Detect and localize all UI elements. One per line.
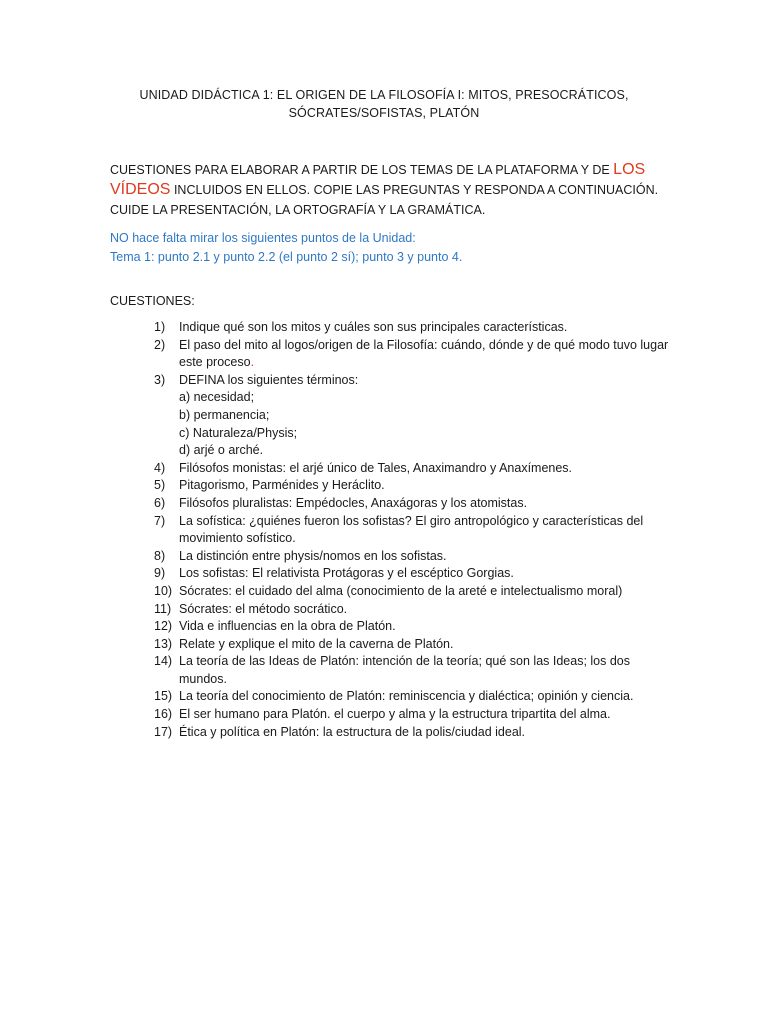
question-text: Relate y explique el mito de la caverna de Platón. — [179, 636, 454, 651]
question-text-block — [179, 636, 669, 654]
question-text: La teoría de las Ideas de Platón: intención de la teoría; qué son las Ideas; los dos mundos. — [179, 654, 630, 686]
question-item — [0, 548, 768, 566]
question-subitem: a) necesidad; — [179, 390, 255, 405]
question-text: Pitagorismo, Parménides y Heráclito. — [179, 478, 385, 493]
question-item — [0, 565, 768, 583]
question-item — [0, 706, 768, 724]
question-subitem: b) permanencia; — [179, 407, 270, 422]
question-number: 12) — [154, 619, 173, 634]
question-text-block — [179, 583, 669, 601]
question-number: 5) — [154, 478, 166, 493]
question-number: 17) — [154, 724, 173, 739]
question-number: 7) — [154, 513, 166, 528]
question-text: Ética y política en Platón: la estructura de la polis/ciudad ideal. — [179, 724, 526, 739]
question-text: Vida e influencias en la obra de Platón. — [179, 619, 396, 634]
question-number: 3) — [154, 372, 166, 387]
question-item — [0, 636, 768, 654]
question-text-block — [179, 688, 669, 706]
question-text: El paso del mito al logos/origen de la Filosofía: cuándo, dónde y de qué modo tuvo lugar este proceso — [179, 337, 669, 370]
question-text-block — [179, 319, 669, 337]
question-text: Filósofos pluralistas: Empédocles, Anaxágoras y los atomistas. — [179, 495, 528, 510]
question-item — [0, 583, 768, 601]
question-text: Filósofos monistas: el arjé único de Tales, Anaximandro y Anaxímenes. — [179, 460, 573, 475]
question-list — [0, 319, 768, 741]
question-text: DEFINA los siguientes términos: — [179, 372, 359, 387]
question-text-block — [179, 477, 669, 495]
question-item — [0, 513, 768, 548]
question-text-block — [179, 565, 669, 583]
question-number: 14) — [154, 654, 173, 669]
question-text-block — [179, 460, 669, 478]
document-title — [0, 86, 768, 122]
question-text: El ser humano para Platón. el cuerpo y alma y la estructura tripartita del alma. — [179, 707, 611, 722]
question-item — [0, 495, 768, 513]
note-line-1: NO hace falta mirar los siguientes puntos de la Unidad: — [110, 231, 416, 245]
question-item — [0, 618, 768, 636]
question-item — [0, 724, 768, 742]
question-text-block — [179, 653, 669, 688]
question-number: 10) — [154, 583, 173, 598]
question-text: Los sofistas: El relativista Protágoras y el escéptico Gorgias. — [179, 566, 514, 581]
question-item — [0, 653, 768, 688]
question-item — [0, 477, 768, 495]
intro-text-2: INCLUIDOS EN ELLOS. COPIE LAS PREGUNTAS Y RESPONDA A CONTINUACIÓN. CUIDE LA PRESENTACIÓN, LA ORTOGRAFÍA Y LA GRAMÁTICA. — [110, 183, 659, 217]
question-number: 11) — [154, 601, 172, 616]
question-number: 2) — [154, 337, 166, 352]
question-number: 15) — [154, 689, 173, 704]
question-item — [0, 319, 768, 337]
question-text: Sócrates: el cuidado del alma (conocimiento de la areté e intelectualismo moral) — [179, 583, 623, 598]
question-text: Sócrates: el método socrático. — [179, 601, 348, 616]
question-text-block — [179, 601, 669, 619]
title-line-1: UNIDAD DIDÁCTICA 1: EL ORIGEN DE LA FILOSOFÍA I: MITOS, PRESOCRÁTICOS, — [139, 88, 629, 102]
question-text-block — [179, 548, 669, 566]
title-line-2: SÓCRATES/SOFISTAS, PLATÓN — [288, 106, 480, 120]
question-text-block — [179, 337, 669, 372]
intro-text-1: CUESTIONES PARA ELABORAR A PARTIR DE LOS TEMAS DE LA PLATAFORMA Y DE — [110, 163, 614, 177]
question-text-block — [179, 706, 669, 724]
question-item — [0, 460, 768, 478]
question-text-block — [179, 724, 669, 742]
question-number: 4) — [154, 460, 166, 475]
question-text-block — [179, 513, 669, 548]
question-number: 6) — [154, 495, 166, 510]
question-subitem: c) Naturaleza/Physis; — [179, 425, 298, 440]
question-number: 8) — [154, 548, 166, 563]
cuestiones-heading: CUESTIONES: — [110, 294, 195, 308]
question-text: Indique qué son los mitos y cuáles son sus principales características. — [179, 320, 568, 334]
question-text-block — [179, 495, 669, 513]
question-item — [0, 372, 768, 460]
note-paragraph — [110, 229, 670, 267]
intro-paragraph — [110, 160, 670, 220]
intro-highlight: LOS VÍDEOS — [110, 161, 646, 198]
question-text: La teoría del conocimiento de Platón: reminiscencia y dialéctica; opinión y ciencia. — [179, 689, 634, 704]
question-number: 13) — [154, 636, 173, 651]
question-suffix: . — [250, 355, 255, 370]
question-number: 16) — [154, 707, 173, 722]
question-number: 9) — [154, 566, 166, 581]
question-text: La distinción entre physis/nomos en los sofistas. — [179, 548, 447, 563]
question-item — [0, 688, 768, 706]
question-text: La sofística: ¿quiénes fueron los sofistas? El giro antropológico y características del movimiento sofístico. — [179, 513, 644, 546]
question-text-block — [179, 618, 669, 636]
question-number: 1) — [154, 320, 166, 334]
question-text-block — [179, 372, 669, 460]
question-item — [0, 337, 768, 372]
question-subitem: d) arjé o arché. — [179, 443, 264, 458]
note-line-2: Tema 1: punto 2.1 y punto 2.2 (el punto 2 sí); punto 3 y punto 4. — [110, 250, 463, 264]
question-item — [0, 601, 768, 619]
